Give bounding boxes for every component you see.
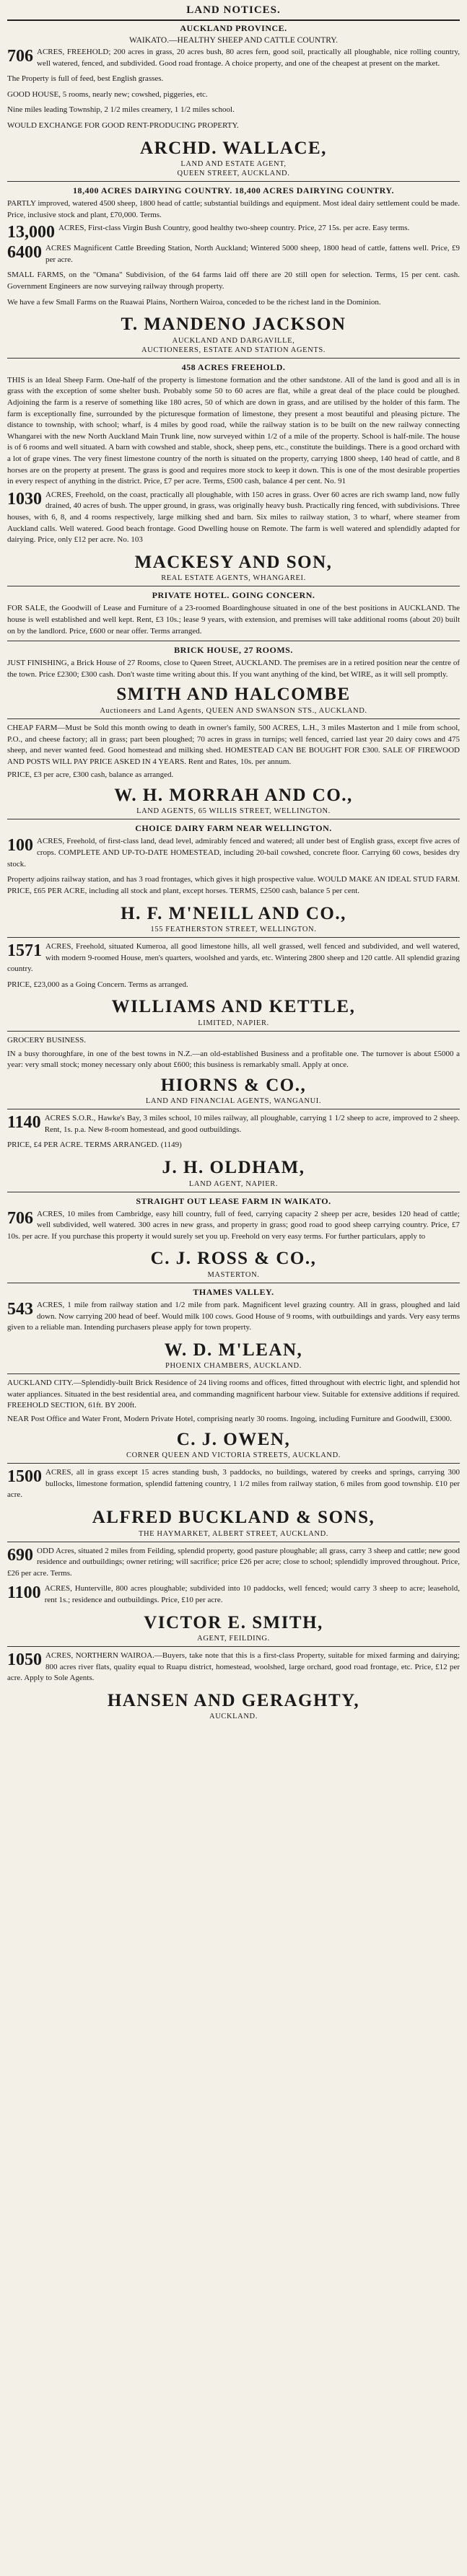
agent-name: HIORNS & CO.,: [160, 1075, 307, 1095]
listing-text: ACRES, all in grass except 15 acres standing bush, 3 paddocks, no buildings, watered by creeks and springs, carrying 300 bullocks, limestone formation, splendid fattening country, 1 1/2 miles from railway station, 6 miles from good township. £10 per acre.: [7, 1468, 460, 1500]
notice-section: [7, 941, 460, 1027]
listing-paragraph: [7, 1378, 460, 1412]
agent-details: Auctioneers and Land Agents, QUEEN AND SWANSON STS., AUCKLAND.: [100, 706, 367, 715]
agent-name: C. J. OWEN,: [176, 1429, 291, 1449]
listing-acreage: 13,000: [7, 223, 55, 242]
agent-name: H. F. M'NEILL AND CO.,: [121, 903, 346, 923]
listing-acreage: 1500: [7, 1467, 42, 1487]
notice-heading: PRIVATE HOTEL. GOING CONCERN.: [152, 590, 315, 601]
agent-details: MASTERTON.: [207, 1270, 260, 1279]
listing-paragraph: [7, 89, 460, 101]
listing-text: ACRES S.O.R., Hawke's Bay, 3 miles school, 10 miles railway, all ploughable, carrying 1 1/2 sheep to acre, improved to 2 sheep. Rent, 1s. p.a. New 8-room homestead, and good outbuildings.: [44, 1114, 460, 1134]
agent-details: LAND AGENT, NAPIER.: [188, 1179, 279, 1188]
listing-acreage: 690: [7, 1545, 33, 1565]
notice-section: [7, 1035, 460, 1105]
notice-section: [7, 1467, 460, 1537]
listing-text: PRICE, £23,000 as a Going Concern. Terms as arranged.: [7, 980, 188, 989]
agent-name: MACKESY AND SON,: [134, 552, 333, 572]
agent-name: SMITH AND HALCOMBE: [116, 685, 351, 705]
listing-paragraph: [7, 980, 460, 991]
notice-section: [7, 1546, 460, 1643]
listing-text: JUST FINISHING, a Brick House of 27 Rooms, close to Queen Street, AUCKLAND. The premises are in a retired position near the centre of the town. Price £2300; £300 cash. Don't waste time writing about this. If you want anything of the kind, bet WIRE, as it will sell promptly.: [7, 659, 460, 679]
listing-text: ACRES, Freehold, situated Kumeroa, all good limestone hills, all well grassed, well fenced and subdivided, and well watered, with modern 9-roomed House, men's quarters, woolshed and yards, etc. Wintering 2800 sheep and 120 cattle. All splendid grazing country.: [7, 942, 460, 974]
notices-column: [7, 23, 460, 1720]
listing-paragraph: [7, 941, 460, 975]
agent-address: AUCTIONEERS, ESTATE AND STATION AGENTS.: [141, 346, 326, 354]
section-divider: [7, 1463, 460, 1464]
listing-text: ACRES, Freehold, on the coast, practically all ploughable, with 150 acres in grass. Over 60 acres are rich swamp land, now fully drained, 40 acres of bush. The upper ground, in grass, was originally heavy bush. Practically ring fenced, with subdivisions. Three houses, with 6, 8, and 4 rooms respectively, large milking shed and barn. Six miles to railway station, 3 to wharf, where steamer from Auckland calls. Well watered. Good beach frontage. Good Dwelling house on Remote. The farm is well watered and splendidly adapted for dairying. Price, only £12 per acre. No. 103: [7, 490, 460, 545]
listing-paragraph: [7, 1140, 460, 1151]
notice-section: [7, 1287, 460, 1370]
listing-paragraph: [7, 836, 460, 870]
listing-paragraph: [7, 490, 460, 546]
notice-section: [7, 1378, 460, 1459]
listing-text: THIS is an Ideal Sheep Farm. One-half of the property is limestone formation and the other sandstone. All of the land is good and all is in grass with the exception of some shelter bush. Probably some 50 to 60 acres are flat, while a great deal of the place could be ploughed. Adjoining the farm is a reserve of something like 180 acres, 50 of which are down in grass, and are utilised by the holder of this farm. The farm is exceptionally fine, surrounded by the picturesque formation of limestone, they present a most beautiful and pleasing picture. The distance to township, with school; wharf, is 4 miles by good road, while the railway station is to be built on the new railway connecting Whangarei with the new North Auckland Main Trunk line, now surveyed within 1/2 of a mile of the property. School is half-mile. The house is of 6 rooms and well situated. A barn with cowshed and stable, shock, sheep pens, etc., constitute the buildings. There is a good orchard with a lot of grape vines. The very finest limestone country of the north is situated on the property, carrying 1800 sheep, 140 head of cattle, and 8 horses are on the property at present. The grass is good and requires more stock to keep it down. This is one of the most desirable properties in every respect of anything in the district. Price, £7 per acre. Terms, £500 cash, balance 4 per cent. No. 91: [7, 375, 460, 486]
listing-text: NEAR Post Office and Water Front, Modern Private Hotel, comprising nearly 30 rooms. Ingoing, including Furniture and Goodwill, £3000.: [7, 1415, 452, 1424]
land-notices-page: [7, 0, 460, 1720]
section-divider: [7, 937, 460, 938]
listing-paragraph: [7, 270, 460, 292]
listing-text: We have a few Small Farms on the Ruawai Plains, Northern Wairoa, conceded to be the richest land in the Dominion.: [7, 297, 381, 307]
listing-acreage: 1050: [7, 1650, 42, 1670]
agent-name: W. D. M'LEAN,: [164, 1340, 303, 1360]
listing-text: WOULD EXCHANGE FOR GOOD RENT-PRODUCING PROPERTY.: [7, 121, 239, 131]
listing-paragraph: [7, 874, 460, 897]
listing-text: AUCKLAND CITY.—Splendidly-built Brick Residence of 24 living rooms and offices, fitted throughout with electric light, and splendid hot water appliances. Situated in the best residential area, and commanding magnificent harbour view. Suitable for extensive additions if required. FREEHOLD SECTION, 61ft. BY 200ft.: [7, 1379, 460, 1410]
listing-text: CHEAP FARM—Must be Sold this month owing to death in owner's family, 500 ACRES, L.H., 3 miles Masterton and 1 mile from school, P.O., and cheese factory; all in grass; part been ploughed; 70 acres in grass in turnips; well fenced, carried last year 20 dairy cows and 475 sheep, and never wanted feed. Good homestead and milking shed. HOMESTEAD CAN BE BOUGHT FOR £300. SALE OF FIREWOOD AND POSTS WILL PAY PRICE ASKED IN 4 YEARS. Rent and Rates, 10s. per annum.: [7, 723, 460, 766]
agent-details: 155 FEATHERSTON STREET, WELLINGTON.: [150, 926, 317, 933]
agent-details: AUCKLAND.: [209, 1713, 258, 1721]
agent-details: AUCKLAND AND DARGAVILLE,: [172, 336, 295, 345]
agent-name: HANSEN AND GERAGHTY,: [107, 1690, 360, 1710]
notice-heading: 18,400 ACRES DAIRYING COUNTRY. 18,400 ACRES DAIRYING COUNTRY.: [73, 185, 394, 196]
agent-name: ALFRED BUCKLAND & SONS,: [92, 1508, 375, 1528]
listing-text: PRICE, £4 PER ACRE. TERMS ARRANGED. (1149): [7, 1140, 182, 1150]
notice-heading: BRICK HOUSE, 27 ROOMS.: [174, 645, 293, 656]
listing-paragraph: [7, 1209, 460, 1243]
section-divider: [7, 718, 460, 719]
listing-paragraph: [7, 1546, 460, 1580]
listing-text: IN a busy thoroughfare, in one of the best towns in N.Z.—an old-established Business and a profitable one. The turnover is about £5000 a year: very small stock; money necessary only about £600; this business is remarkably small. Apply at once.: [7, 1049, 460, 1070]
listing-acreage: 706: [7, 1208, 33, 1228]
listing-text: ODD Acres, situated 2 miles from Feilding, splendid property, good pasture ploughable; all grass, carry 3 sheep and cattle; new good residence and outbuildings; owner retiring; will sacrifice; price £26 per acre; close to school; splendidly improved throughout. Price, £26 per acre. Terms.: [7, 1546, 460, 1578]
notice-section: [7, 23, 460, 177]
listing-acreage: 100: [7, 836, 33, 856]
listing-paragraph: [7, 1414, 460, 1425]
listing-text: GOOD HOUSE, 5 rooms, nearly new; cowshed, piggeries, etc.: [7, 89, 208, 99]
section-divider: [7, 1373, 460, 1374]
agent-details: CORNER QUEEN AND VICTORIA STREETS, AUCKLAND.: [126, 1451, 341, 1460]
agent-name: J. H. OLDHAM,: [162, 1158, 305, 1178]
agent-name: WILLIAMS AND KETTLE,: [111, 997, 356, 1017]
notice-section: [7, 590, 460, 637]
listing-text: GROCERY BUSINESS.: [7, 1035, 87, 1045]
notice-heading: CHOICE DAIRY FARM NEAR WELLINGTON.: [135, 823, 332, 834]
listing-paragraph: [7, 297, 460, 309]
listing-text: ACRES, NORTHERN WAIROA.—Buyers, take note that this is a first-class Property, suitable for mixed farming and dairying; 800 acres river flats, quality equal to Ruapu district, homestead, woolshed, large orchard, good road frontage, etc. Price, £12 per acre. Apply to Sole Agents.: [7, 1651, 460, 1683]
listing-text: ACRES, FREEHOLD; 200 acres in grass, 20 acres bush, 80 acres fern, good soil, practically all ploughable, nice rolling country, well watered, fenced, and subdivided. Good road frontage. A choice property, and one of the cheapest at present on the market.: [37, 48, 460, 68]
listing-acreage: 1140: [7, 1113, 41, 1133]
listing-paragraph: [7, 723, 460, 768]
notice-section: [7, 1196, 460, 1279]
listing-paragraph: [7, 198, 460, 221]
listing-acreage: 1100: [7, 1583, 41, 1603]
listing-acreage: 6400: [7, 243, 42, 263]
listing-paragraph: [7, 658, 460, 680]
listing-paragraph: [7, 1113, 460, 1135]
agent-details: LIMITED, NAPIER.: [198, 1019, 269, 1027]
listing-paragraph: [7, 120, 460, 132]
agent-details: PHOENIX CHAMBERS, AUCKLAND.: [165, 1362, 302, 1371]
listing-paragraph: [7, 1583, 460, 1606]
listing-text: ACRES, First-class Virgin Bush Country, good healthy two-sheep country. Price, 27 15s. per acre. Easy terms.: [58, 224, 410, 233]
notice-section: [7, 645, 460, 715]
notice-section: [7, 362, 460, 583]
agent-details: LAND AGENTS, 65 WILLIS STREET, WELLINGTON.: [136, 807, 331, 816]
listing-paragraph: [7, 105, 460, 116]
section-divider: [7, 1031, 460, 1032]
listing-text: ACRES, 10 miles from Cambridge, easy hill country, full of feed, carrying capacity 2 sheep per acre, besides 120 head of cattle; well subdivided, well watered. 300 acres in new grass, and property in grass; good road to good sheep carrying country. Price, £7 10s. per acre. If you purchase this property it would surely set you up. Freehold on very easy terms. For further particulars, apply to: [7, 1209, 460, 1241]
listing-paragraph: [7, 1049, 460, 1071]
listing-paragraph: [7, 1467, 460, 1501]
section-divider: [7, 358, 460, 359]
listing-text: PARTLY improved, watered 4500 sheep, 1800 head of cattle; substantial buildings and equipment. Most ideal dairy settlement could be made. Price, inclusive stock and plant, £70,000. Terms.: [7, 199, 460, 219]
listing-text: PRICE, £3 per acre, £300 cash, balance as arranged.: [7, 770, 174, 780]
listing-text: ACRES, Freehold, of first-class land, dead level, admirably fenced and watered; all under best of English grass, except five acres of crops. COMPLETE AND UP-TO-DATE HOMESTEAD, including 20-bail cowshed, concrete floor. Carrying 60 cows, besides dry stock.: [7, 837, 460, 869]
agent-name: W. H. MORRAH AND CO.,: [114, 785, 353, 805]
listing-paragraph: [7, 603, 460, 637]
listing-text: SMALL FARMS, on the "Omana" Subdivision, of the 64 farms laid off there are 20 still open for selection. Terms, 15 per cent. cash. Government Engineers are now surveying railway through property.: [7, 271, 460, 291]
listing-paragraph: [7, 47, 460, 69]
notice-section: [7, 823, 460, 933]
listing-paragraph: [7, 1650, 460, 1684]
agent-details: REAL ESTATE AGENTS, WHANGAREI.: [161, 574, 306, 583]
notice-section: [7, 185, 460, 354]
agent-details: LAND AND ESTATE AGENT,: [180, 160, 287, 169]
listing-paragraph: [7, 243, 460, 265]
listing-text: FOR SALE, the Goodwill of Lease and Furniture of a 23-roomed Boardinghouse situated in one of the best positions in AUCKLAND. The house is well established and well kept. Rent, £3 10s.; lease 9 years, with extension, and premises will take additional rooms (about 20) built on by the landlord. Price, £600 or near offer. Terms arranged.: [7, 604, 460, 636]
listing-paragraph: [7, 74, 460, 85]
listing-text: Property adjoins railway station, and has 3 road frontages, which gives it high prospective value. WOULD MAKE AN IDEAL STUD FARM. PRICE, £65 PER ACRE, including all stock and plant, except horses. TERMS, £2500 cash, balance 5 per cent.: [7, 875, 460, 895]
listing-acreage: 1571: [7, 941, 42, 960]
notice-subheading: WAIKATO.—HEALTHY SHEEP AND CATTLE COUNTRY.: [129, 36, 338, 45]
listing-text: The Property is full of feed, best English grasses.: [7, 74, 164, 84]
notice-heading: AUCKLAND PROVINCE.: [180, 23, 287, 33]
agent-details: AGENT, FEILDING.: [197, 1635, 270, 1643]
agent-name: VICTOR E. SMITH,: [144, 1612, 323, 1632]
listing-paragraph: [7, 1300, 460, 1334]
agent-details: LAND AND FINANCIAL AGENTS, WANGANUI.: [145, 1097, 322, 1106]
agent-details: THE HAYMARKET, ALBERT STREET, AUCKLAND.: [138, 1529, 328, 1538]
listing-acreage: 543: [7, 1299, 33, 1319]
notice-section: [7, 1650, 460, 1720]
agent-name: ARCHD. WALLACE,: [140, 138, 327, 158]
listing-paragraph: [7, 223, 460, 242]
listing-acreage: 706: [7, 47, 33, 66]
listing-acreage: 1030: [7, 489, 42, 509]
listing-paragraph: [7, 1035, 460, 1047]
listing-paragraph: [7, 770, 460, 781]
notice-heading: 458 ACRES FREEHOLD.: [181, 361, 286, 372]
listing-paragraph: [7, 375, 460, 488]
agent-address: QUEEN STREET, AUCKLAND.: [177, 170, 290, 178]
listing-text: ACRES, Hunterville, 800 acres ploughable; subdivided into 10 paddocks, well fenced; would carry 3 sheep to acre; leasehold, rent 1s.; residence and outbuildings. Price, £10 per acre.: [44, 1584, 460, 1604]
notice-heading: STRAIGHT OUT LEASE FARM IN WAIKATO.: [136, 1195, 331, 1206]
notice-section: [7, 723, 460, 816]
listing-text: Nine miles leading Township, 2 1/2 miles creamery, 1 1/2 miles school.: [7, 105, 235, 115]
masthead: LAND NOTICES.: [7, 3, 460, 21]
notice-heading: THAMES VALLEY.: [193, 1286, 274, 1297]
agent-name: C. J. ROSS & CO.,: [150, 1249, 317, 1269]
section-divider: [7, 181, 460, 182]
listing-text: ACRES, 1 mile from railway station and 1/2 mile from park. Magnificent level grazing country. All in grass, ploughed and laid down. Now carrying 200 head of beef. Would milk 100 cows. Good House of 9 rooms, with outbuildings and yards. Very easy terms given to a reliable man. Intending purchasers please apply for town property.: [7, 1300, 460, 1332]
notice-section: [7, 1113, 460, 1187]
listing-text: ACRES Magnificent Cattle Breeding Station, North Auckland; Wintered 5000 sheep, 1800 head of cattle, fattens well. Price, £9 per acre.: [45, 244, 460, 264]
section-divider: [7, 1646, 460, 1647]
agent-name: T. MANDENO JACKSON: [121, 315, 346, 335]
